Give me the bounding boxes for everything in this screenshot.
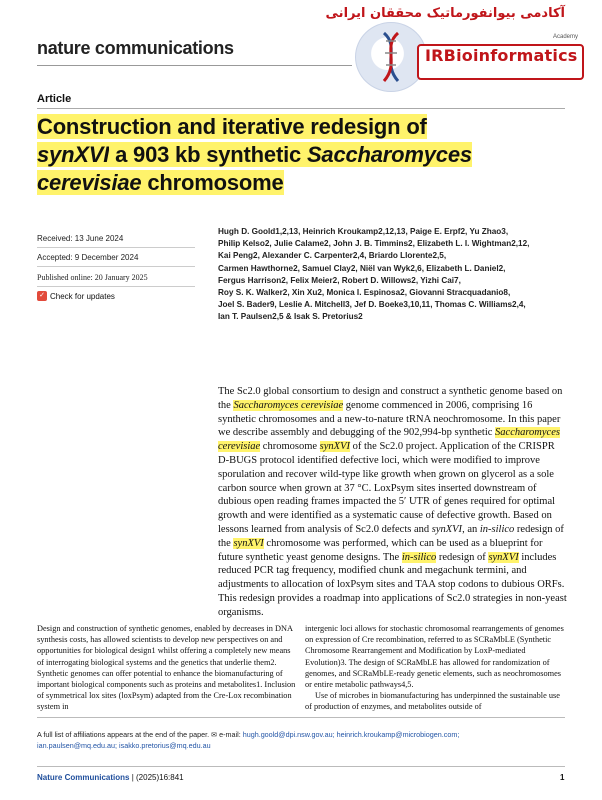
author-list [218, 226, 578, 324]
irbioinformatics-logo [325, 6, 585, 90]
check-updates-icon: ✓ [37, 291, 47, 301]
title-part-1: Construction and iterative redesign of [37, 114, 427, 139]
published-date: Published online: 20 January 2025 [37, 273, 148, 282]
title-saccharomyces: Saccharomyces [306, 142, 472, 167]
header-divider [37, 65, 352, 66]
journal-name: nature communications [37, 38, 234, 58]
author-line: Fergus Harrison2, Felix Meier2, Robert D. Willows2, Yizhi Cai7, [218, 275, 461, 285]
logo-persian-text: آکادمی بیوانفورماتیک محققان ایرانی [325, 6, 565, 21]
check-for-updates-button[interactable] [37, 291, 115, 301]
meta-divider [37, 286, 195, 287]
article-divider [37, 108, 565, 109]
footer-divider [37, 766, 565, 767]
check-updates-label: Check for updates [50, 291, 115, 301]
author-line: Joel S. Bader9, Leslie A. Mitchell3, Jef D. Boeke3,10,11, Thomas C. Williams2,4, [218, 300, 526, 310]
author-line: Philip Kelso2, Julie Calame2, John J. B. Timmins2, Elizabeth L. I. Wightman2,12, [218, 239, 530, 249]
email-label: e-mail: [219, 730, 241, 739]
title-synxvi: synXVI [37, 142, 110, 167]
citation-journal: Nature Communications [37, 773, 130, 782]
body-column-right [305, 623, 567, 713]
citation [37, 773, 184, 782]
email-links[interactable]: ian.paulsen@mq.edu.au; isakko.pretorius@mq.edu.au [37, 741, 211, 750]
body-column-left: Design and construction of synthetic genomes, enabled by decreases in DNA synthesis costs, has allowed scientists to develop new perspectives on and opportunities for biological design1 whilst offering a completely new means of interrogating biological systems and the genetics that underlie them2. Synthetic genomes can offer potential to enhance the biomanufacturing of important biological components such as proteins and metabolites1. Inclusion of symmetrical lox sites (loxPsym) adapted from the Cre-Lox recombination system in [37, 624, 296, 712]
logo-academy: Academy [553, 34, 579, 40]
author-line: Roy S. K. Walker2, Xin Xu2, Monica I. Espinosa2, Giovanni Stracquadanio8, [218, 288, 511, 298]
logo-name: IRBioinformatics [425, 46, 578, 65]
meta-divider [37, 247, 195, 248]
page-number: 1 [560, 773, 565, 782]
title-part-6: chromosome [141, 170, 284, 195]
meta-divider [37, 266, 195, 267]
title-part-3: a 903 kb synthetic [109, 142, 307, 167]
email-links[interactable]: hugh.goold@dpi.nsw.gov.au; heinrich.kroukamp@microbiogen.com; [242, 730, 460, 739]
accepted-date: Accepted: 9 December 2024 [37, 253, 139, 262]
title-cerevisiae: cerevisiae [37, 170, 142, 195]
received-date: Received: 13 June 2024 [37, 234, 124, 243]
abstract: The Sc2.0 global consortium to design and construct a synthetic genome based on the Saccharomyces cerevisiae genome commenced in 2006, comprising 16 synthetic chromosomes and a new-to-nature tRNA neochromosome. In this paper we describe assembly and debugging of the 902,994-bp synthetic Saccharomyces cerevisiae chromosome synXVI of the Sc2.0 project. Application of the CRISPR D-BUGS protocol identified defective loci, which were modified to improve sporulation and recover wild-type like growth when grown on glycerol as a sole carbon source when grown at 37 °C. LoxPsym sites inserted downstream of dubious open reading frames impacted the 5′ UTR of genes required for optimal growth and were identified as a systematic cause of defective growth. Based on lessons learned from analysis of Sc2.0 defects and synXVI, an in-silico redesign of the synXVI chromosome was performed, which can be used as a blueprint for future synthetic yeast genome designs. The in-silico redesign of synXVI includes reduced PCR tag frequency, modified chunk and megachunk termini, and adjustments to allocation of loxPsym sites and TAA stop codons to dubious ORFs. This redesign provides a roadmap into applications of Sc2.0 strategies in non-yeast organisms. [218, 386, 567, 618]
footnote-divider [37, 717, 565, 718]
article-title [37, 113, 557, 197]
email-icon: ✉ [211, 730, 218, 739]
author-line: Kai Peng2, Alexander C. Carpenter2,4, Briardo Llorente2,5, [218, 251, 447, 261]
body-paragraph: Use of microbes in biomanufacturing has underpinned the sustainable use of production of enzymes, and metabolites outside of [305, 691, 560, 712]
body-paragraph: intergenic loci allows for stochastic chromosomal rearrangements of genomes on expression of Cre recombination, referred to as SCRaMbLE (Synthetic Chromosome Rearrangement and Modification by LoxP-mediated Evolution)3. The design of SCRaMbLE has allowed for randomization of genomes, and SCRaMbLE-ready genetic elements, such as neochromosomes or entire metabolic pathways4,5. [305, 624, 564, 690]
author-line: Hugh D. Goold1,2,13, Heinrich Kroukamp2,12,13, Paige E. Erpf2, Yu Zhao3, [218, 227, 509, 236]
footnote [37, 729, 565, 751]
author-line: Carmen Hawthorne2, Samuel Clay2, Niël van Wyk2,6, Elizabeth L. Daniel2, [218, 263, 506, 273]
article-type: Article [37, 93, 72, 105]
citation-ref: | (2025)16:841 [131, 773, 184, 782]
author-line: Ian T. Paulsen2,5 & Isak S. Pretorius2 [218, 312, 363, 322]
affiliations-note: A full list of affiliations appears at the end of the paper. [37, 730, 210, 739]
